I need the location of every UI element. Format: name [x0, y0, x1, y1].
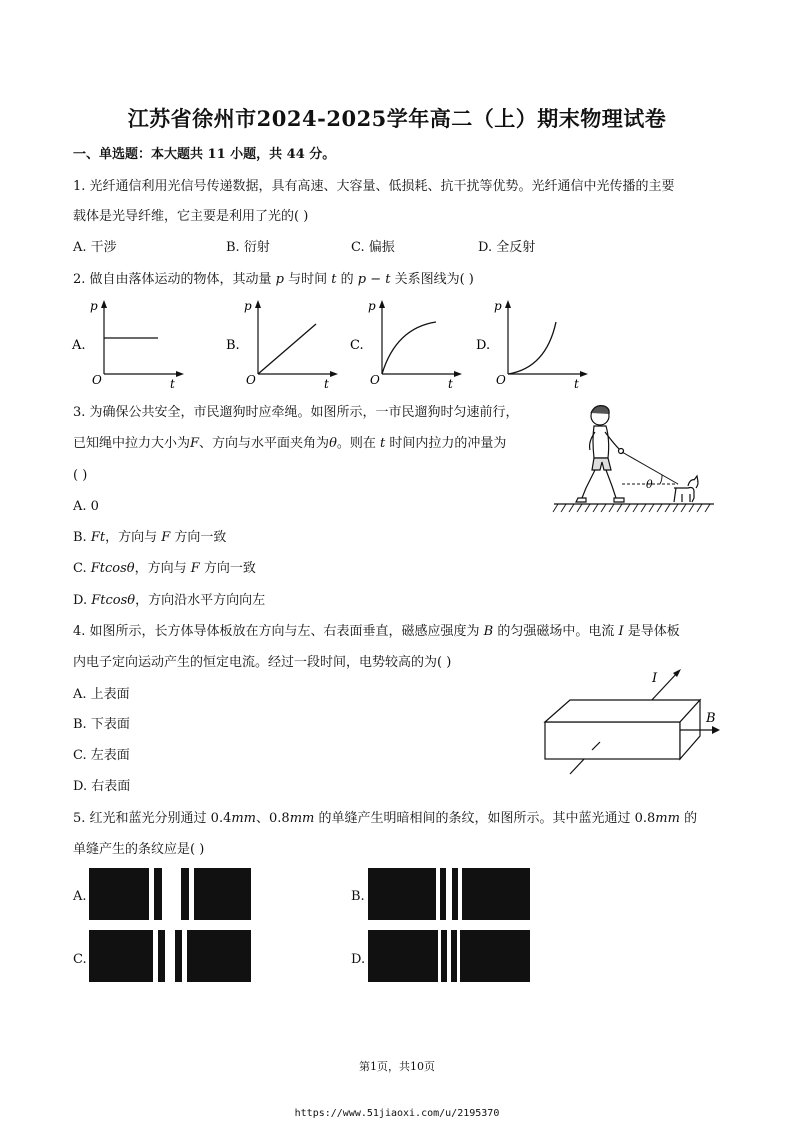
q4-option-b: B. 下表面: [73, 717, 130, 732]
graph-d-origin: O: [496, 373, 506, 387]
graph-d-xlabel: t: [574, 377, 579, 390]
q3-text-c: 。则在: [336, 436, 381, 451]
q2-stem: [73, 271, 474, 289]
q5-line1: [73, 810, 697, 828]
q3-text-b: 、方向与水平面夹角为: [199, 436, 330, 451]
q3-text-a: 已知绳中拉力大小为: [73, 436, 191, 451]
graph-c-ylabel: p: [368, 299, 376, 313]
q2-var-p: p: [275, 272, 284, 287]
graph-b-curve: [258, 324, 316, 374]
graph-b-xlabel: t: [324, 377, 329, 390]
section-heading: 一、单选题：本大题共 11 小题，共 44 分。: [73, 147, 336, 162]
q3-text-d: 时间内拉力的冲量为: [385, 436, 507, 451]
q5-unit-3: mm: [655, 811, 680, 826]
q2-text-a: 2. 做自由落体运动的物体，其动量: [73, 272, 276, 287]
figure-current-label: I: [652, 671, 658, 686]
graph-c-curve: [382, 322, 436, 374]
q5-text-c: 的单缝产生明暗相间的条纹，如图所示。其中蓝光通过 0.8: [314, 811, 656, 826]
q4-line1: [73, 623, 680, 641]
q1-line2: 载体是光导纤维，它主要是利用了光的( ): [73, 209, 309, 224]
q4-var-b: B: [483, 624, 494, 639]
q2-graph-a: [70, 298, 190, 390]
figure-field-label: B: [706, 711, 716, 726]
q2-graph-c: [348, 298, 468, 390]
q2-text-c: 的: [336, 272, 358, 287]
q4-option-c: C. 左表面: [73, 748, 130, 763]
graph-b-label: B.: [226, 338, 240, 353]
q3-c-var: Ftcosθ: [90, 561, 135, 576]
q3-line1: 3. 为确保公共安全，市民遛狗时应牵绳。如图所示，一市民遛狗时匀速前行，: [73, 405, 519, 420]
q2-text-b: 与时间: [284, 272, 332, 287]
q3-c-end: 方向一致: [199, 561, 256, 576]
graph-c-xlabel: t: [448, 377, 453, 390]
q5-unit-2: mm: [289, 811, 315, 826]
q4-text-a: 4. 如图所示，长方体导体板放在方向与左、右表面垂直，磁感应强度为: [73, 624, 484, 639]
graph-d-ylabel: p: [494, 299, 502, 313]
graph-b-ylabel: p: [244, 299, 252, 313]
q4-option-a: A. 上表面: [73, 687, 130, 702]
q2-graph-b: [224, 298, 344, 390]
q3-b-text: ，方向与: [105, 530, 162, 545]
q4-text-c: 是导体板: [623, 624, 680, 639]
q3-line2: [73, 435, 506, 453]
watermark-url: https://www.51jiaoxi.com/u/2195370: [294, 1108, 500, 1119]
graph-a-label: A.: [72, 338, 86, 353]
graph-d-label: D.: [476, 338, 491, 353]
q3-d-var: Ftcosθ: [91, 593, 136, 608]
fringe-pattern-b: [368, 868, 530, 920]
q3-b-f: F: [161, 530, 171, 545]
figure-angle-label: θ: [646, 478, 653, 491]
q3-option-c: [73, 560, 256, 578]
graph-a-ylabel: p: [90, 299, 98, 313]
q3-c-prefix: C.: [73, 561, 91, 576]
q4-text-b: 的匀强磁场中。电流: [493, 624, 619, 639]
q4-option-d: D. 右表面: [73, 779, 131, 794]
q2-expr: p − t: [357, 272, 391, 287]
fringe-pattern-d: [368, 930, 530, 982]
q4-var-i: I: [618, 624, 624, 639]
q1-option-a: A. 干涉: [73, 240, 117, 255]
q3-option-d: [73, 592, 265, 610]
q3-d-prefix: D.: [73, 593, 92, 608]
graph-d-curve: [508, 322, 556, 374]
page-footer: 第1页，共10页: [359, 1060, 435, 1073]
q3-d-end: ，方向沿水平方向向左: [135, 593, 266, 608]
q3-b-var: Ft: [90, 530, 106, 545]
q5-unit-1: mm: [231, 811, 256, 826]
q1-option-c: C. 偏振: [351, 240, 395, 255]
q5-label-c: C.: [73, 952, 87, 967]
q3-var-theta: θ: [329, 436, 337, 451]
q5-line2: 单缝产生的条纹应是( ): [73, 842, 205, 857]
fringe-pattern-c: [89, 930, 251, 982]
q2-graph-d: [474, 298, 594, 390]
q3-b-end: 方向一致: [170, 530, 227, 545]
graph-a-origin: O: [92, 373, 102, 387]
q3-option-a: A. 0: [73, 499, 99, 514]
q1-option-b: B. 衍射: [226, 240, 270, 255]
graph-b-origin: O: [246, 373, 256, 387]
q5-label-d: D.: [351, 952, 366, 967]
q3-var-t: t: [380, 436, 386, 451]
graph-c-label: C.: [350, 338, 364, 353]
q3-var-f: F: [190, 436, 200, 451]
q3-option-b: [73, 529, 226, 547]
q3-c-text: ，方向与: [134, 561, 191, 576]
q1-option-d: D. 全反射: [478, 240, 536, 255]
q4-line2: 内电子定向运动产生的恒定电流。经过一段时间，电势较高的为( ): [73, 655, 452, 670]
q5-label-b: B.: [351, 889, 365, 904]
page-title: 江苏省徐州市2024-2025学年高二（上）期末物理试卷: [127, 106, 667, 131]
dog-walking-figure: [548, 398, 724, 518]
graph-a-xlabel: t: [170, 377, 175, 390]
q5-label-a: A.: [73, 889, 87, 904]
q2-var-t: t: [331, 272, 337, 287]
q5-text-d: 的: [679, 811, 698, 826]
q3-line3: ( ): [73, 468, 88, 483]
q1-line1: 1. 光纤通信利用光信号传递数据，具有高速、大容量、低损耗、抗干扰等优势。光纤通信中光传播的主要: [73, 179, 675, 194]
q5-text-b: 、0.8: [256, 811, 290, 826]
q5-text-a: 5. 红光和蓝光分别通过 0.4: [73, 811, 232, 826]
conductor-block-figure: [540, 664, 730, 784]
q2-text-d: 关系图线为( ): [390, 272, 474, 287]
fringe-pattern-a: [89, 868, 251, 920]
graph-c-origin: O: [370, 373, 380, 387]
q3-b-prefix: B.: [73, 530, 91, 545]
q3-c-f: F: [190, 561, 200, 576]
